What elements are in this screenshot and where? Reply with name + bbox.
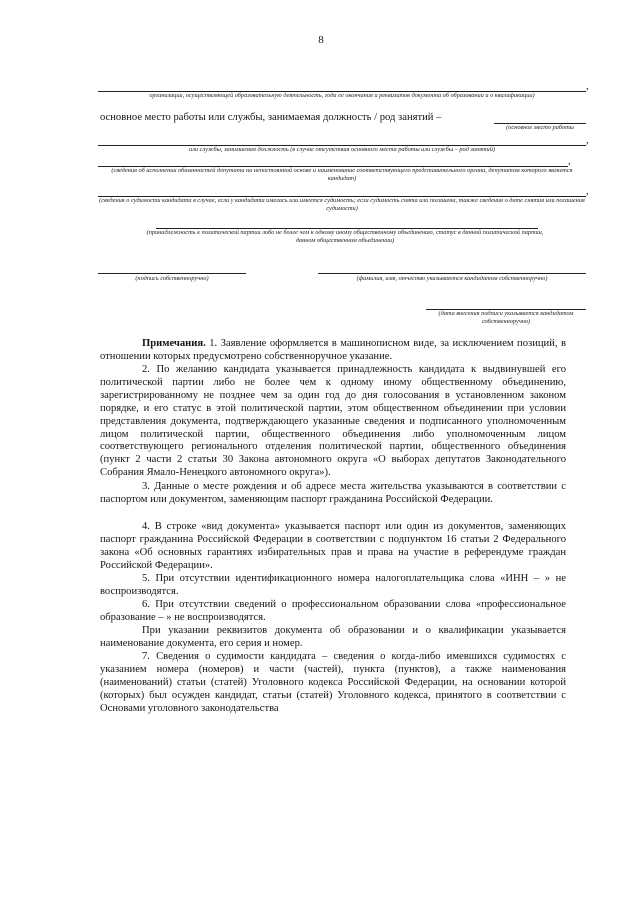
- note-5: [100, 573, 566, 599]
- note-4: [100, 521, 566, 573]
- education-comma: ,: [586, 81, 589, 92]
- note-1: [100, 338, 566, 364]
- service-comma: ,: [586, 135, 589, 146]
- note-2-text: 2. По желанию кандидата указывается принадлежность кандидата к выдвинувшей его политической партии либо не более чем к одному иному общественному объединению, зарегистрированному не позднее чем за один год до дня голосования в установленном законом порядке, и его статус в этой политической партии, этом общественном объединении при условии представления документа, подтверждающего указанные сведения и подписанного уполномоченным лицом политической партии, общественного объединения либо уполномоченным лицом соответствующего регионального отделения политической партии, общественного объединения (пункт 2 части 2 статьи 30 Закона автономного округа «О выборах депутатов Законодательного Собрания Ямало-Ненецкого автономного округа»).: [100, 364, 566, 479]
- caption-date: (дата внесения подписи указывается кандидатом собственноручно): [438, 310, 574, 325]
- notes-heading: Примечания.: [142, 338, 206, 349]
- caption-signature: (подпись собственноручно): [135, 275, 209, 282]
- signature-line: [98, 273, 246, 274]
- caption-name: (фамилия, имя, отчество указываются кандидатом собственноручно): [356, 275, 548, 282]
- name-line: [318, 273, 586, 274]
- note-6b-text: При указании реквизитов документа об образовании и о квалификации указывается наименование документа, его серия и номер.: [100, 625, 566, 649]
- note-7: [100, 651, 566, 716]
- caption-conviction: (сведения о судимости кандидата в случае, если у кандидата имелась или имеется судимость; если судимость снята или погашена, также сведения о дате снятия или погашения судимости): [99, 197, 585, 212]
- note-4-text: 4. В строке «вид документа» указывается паспорт или один из документов, заменяющих паспорт гражданина Российской Федерации в соответствии с подпунктом 16 статьи 2 Федерального закона «Об основных гарантиях избирательных прав и права на участие в референдуме граждан Российской Федерации».: [100, 521, 566, 571]
- note-5-text: 5. При отсутствии идентификационного номера налогоплательщика слова «ИНН – » не воспроизводятся.: [100, 573, 566, 597]
- note-2: [100, 364, 566, 480]
- note-7-text: 7. Сведения о судимости кандидата – сведения о когда-либо имевшихся судимостях с указанием номера (номеров) и части (частей), пункта (пунктов), а также наименования (наименований) статьи (статей) Уголовного кодекса Российской Федерации, на основании которой (которых) был осужден кандидат, статьи (статей) Уголовного кодекса, принятого в соответствии с Основами уголовного законодательства: [100, 651, 566, 714]
- note-6b: [100, 625, 566, 651]
- caption-main-work: (основное место работы: [506, 124, 574, 131]
- note-3-text: 3. Данные о месте рождения и об адресе места жительства указываются в соответствии с паспортом или документом, заменяющим паспорт гражданина Российской Федерации.: [100, 481, 566, 505]
- page-number: 8: [318, 34, 324, 46]
- note-6-text: 6. При отсутствии сведений о профессиональном образовании слова «профессиональное образование – » не воспроизводятся.: [100, 599, 566, 623]
- deputy-comma: ,: [568, 156, 571, 167]
- main-work-label: основное место работы или службы, занимаемая должность / род занятий –: [100, 112, 442, 123]
- note-3: [100, 481, 566, 507]
- conviction-comma: ,: [586, 186, 589, 197]
- note-1-text: 1. Заявление оформляется в машинописном виде, за исключением позиций, в отношении которых предусмотрено собственноручное указание.: [100, 338, 566, 362]
- note-6: [100, 599, 566, 625]
- caption-education: организации, осуществляющей образовательную деятельность, года ее окончания и реквизитов документа об образовании и о квалификации): [149, 92, 535, 99]
- caption-service: или службы, занимаемая должность (в случае отсутствия основного места работы или службы – род занятий): [189, 146, 495, 153]
- caption-deputy: (сведения об исполнении обязанностей депутата на непостоянной основе и наименование соответствующего представительного органа, депутатом которого является кандидат): [111, 167, 573, 182]
- caption-party: (принадлежность к политической партии либо не более чем к одному иному общественному объединению, статус в данной политической партии, данном общественном объединении): [146, 229, 544, 244]
